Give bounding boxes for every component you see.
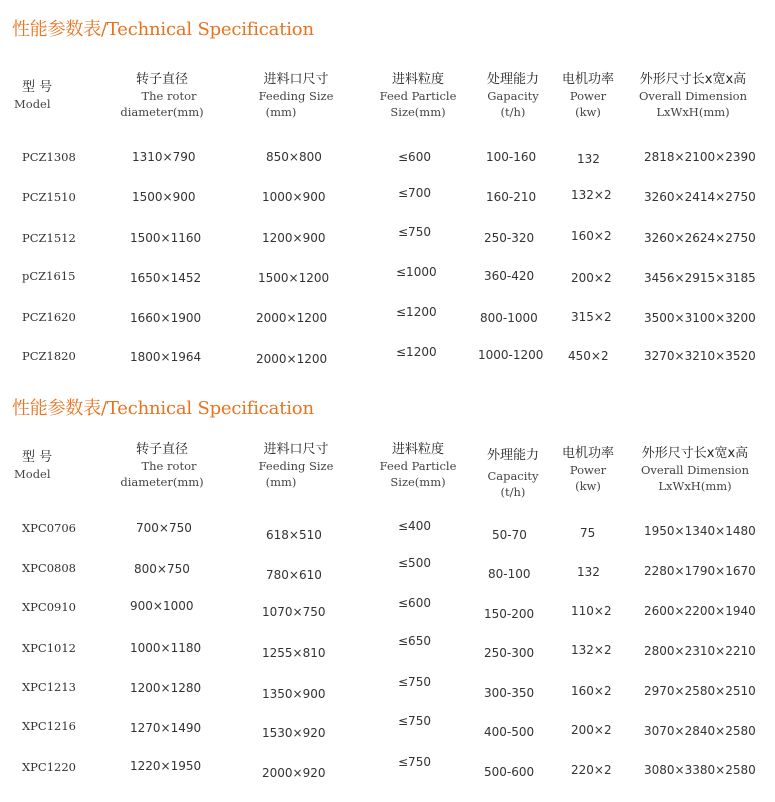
dimension-cell: 1950×1340×1480 bbox=[644, 524, 756, 538]
dimension-cell: 3270×3210×3520 bbox=[644, 349, 756, 363]
capacity-cell: 160-210 bbox=[486, 190, 537, 204]
header-particle: 进料粒度 Feed Particle Size(mm) bbox=[379, 72, 457, 119]
capacity-cell: 400-500 bbox=[484, 725, 535, 739]
capacity-cell: 250-300 bbox=[484, 646, 535, 660]
feeding-cell: 2000×920 bbox=[262, 766, 326, 780]
model-cell: XPC1216 bbox=[22, 719, 76, 733]
feeding-cell: 850×800 bbox=[266, 150, 322, 164]
feeding-cell: 1000×900 bbox=[262, 190, 326, 204]
capacity-cell: 800-1000 bbox=[480, 311, 538, 325]
feeding-cell: 780×610 bbox=[266, 568, 322, 582]
dimension-cell: 2600×2200×1940 bbox=[644, 604, 756, 618]
header-capacity: 外理能力 Capacity (t/h) bbox=[486, 448, 539, 499]
capacity-cell: 360-420 bbox=[484, 269, 535, 283]
particle-cell: ≤700 bbox=[398, 186, 431, 200]
rotor-cell: 800×750 bbox=[134, 562, 190, 576]
header-rotor: 转子直径 The rotor diameter(mm) bbox=[120, 442, 204, 489]
rotor-cell: 1200×1280 bbox=[130, 681, 202, 695]
capacity-cell: 250-320 bbox=[484, 231, 535, 245]
header-power: 电机功率 Power (kw) bbox=[561, 72, 614, 119]
rotor-cell: 1660×1900 bbox=[130, 311, 202, 325]
model-cell: PCZ1820 bbox=[22, 349, 76, 363]
power-cell: 160×2 bbox=[571, 229, 612, 243]
rotor-cell: 1650×1452 bbox=[130, 271, 202, 285]
header-power: 电机功率 Power (kw) bbox=[561, 446, 614, 493]
particle-cell: ≤1200 bbox=[396, 305, 437, 319]
power-cell: 220×2 bbox=[571, 763, 612, 777]
dimension-cell: 3456×2915×3185 bbox=[644, 271, 756, 285]
particle-cell: ≤750 bbox=[398, 675, 431, 689]
header-particle: 进料粒度 Feed Particle Size(mm) bbox=[379, 442, 457, 489]
header-capacity: 处理能力 Gapacity (t/h) bbox=[486, 72, 539, 119]
model-cell: XPC0808 bbox=[22, 561, 76, 575]
particle-cell: ≤400 bbox=[398, 519, 431, 533]
dimension-cell: 3260×2414×2750 bbox=[644, 190, 756, 204]
dimension-cell: 2970×2580×2510 bbox=[644, 684, 756, 698]
table-title: 性能参数表/Technical Specification bbox=[12, 19, 314, 40]
rotor-cell: 1800×1964 bbox=[130, 350, 202, 364]
capacity-cell: 100-160 bbox=[486, 150, 537, 164]
capacity-cell: 150-200 bbox=[484, 607, 535, 621]
feeding-cell: 1200×900 bbox=[262, 231, 326, 245]
rotor-cell: 1500×900 bbox=[132, 190, 196, 204]
capacity-cell: 300-350 bbox=[484, 686, 535, 700]
header-feeding: 进料口尺寸 Feeding Size (mm) bbox=[258, 72, 334, 119]
feeding-cell: 1070×750 bbox=[262, 605, 326, 619]
model-cell: XPC1220 bbox=[22, 760, 76, 774]
capacity-cell: 500-600 bbox=[484, 765, 535, 779]
particle-cell: ≤1200 bbox=[396, 345, 437, 359]
header-model: 型 号 Model bbox=[14, 80, 53, 111]
model-cell: PCZ1620 bbox=[22, 310, 76, 324]
power-cell: 160×2 bbox=[571, 684, 612, 698]
power-cell: 200×2 bbox=[571, 271, 612, 285]
feeding-cell: 2000×1200 bbox=[256, 311, 328, 325]
capacity-cell: 80-100 bbox=[488, 567, 531, 581]
feeding-cell: 1500×1200 bbox=[258, 271, 330, 285]
table-title: 性能参数表/Technical Specification bbox=[12, 398, 314, 419]
capacity-cell: 1000-1200 bbox=[478, 348, 544, 362]
particle-cell: ≤750 bbox=[398, 714, 431, 728]
rotor-cell: 1310×790 bbox=[132, 150, 196, 164]
power-cell: 132×2 bbox=[571, 188, 612, 202]
model-cell: XPC1213 bbox=[22, 680, 76, 694]
particle-cell: ≤600 bbox=[398, 596, 431, 610]
model-cell: pCZ1615 bbox=[22, 269, 76, 283]
rotor-cell: 900×1000 bbox=[130, 599, 194, 613]
feeding-cell: 1530×920 bbox=[262, 726, 326, 740]
feeding-cell: 1350×900 bbox=[262, 687, 326, 701]
header-feeding: 进料口尺寸 Feeding Size (mm) bbox=[258, 442, 334, 489]
model-cell: PCZ1308 bbox=[22, 150, 76, 164]
rotor-cell: 1500×1160 bbox=[130, 231, 202, 245]
particle-cell: ≤1000 bbox=[396, 265, 437, 279]
model-cell: XPC1012 bbox=[22, 641, 76, 655]
dimension-cell: 2280×1790×1670 bbox=[644, 564, 756, 578]
model-cell: XPC0706 bbox=[22, 521, 76, 535]
power-cell: 110×2 bbox=[571, 604, 612, 618]
particle-cell: ≤500 bbox=[398, 556, 431, 570]
dimension-cell: 2800×2310×2210 bbox=[644, 644, 756, 658]
dimension-cell: 3070×2840×2580 bbox=[644, 724, 756, 738]
dimension-cell: 3080×3380×2580 bbox=[644, 763, 756, 777]
power-cell: 132 bbox=[577, 152, 600, 166]
power-cell: 132 bbox=[577, 565, 600, 579]
model-cell: PCZ1510 bbox=[22, 190, 76, 204]
header-dimension: 外形尺寸长x宽x高 Overall Dimension LxWxH(mm) bbox=[638, 72, 748, 119]
feeding-cell: 2000×1200 bbox=[256, 352, 328, 366]
particle-cell: ≤650 bbox=[398, 634, 431, 648]
rotor-cell: 1270×1490 bbox=[130, 721, 202, 735]
particle-cell: ≤600 bbox=[398, 150, 431, 164]
model-cell: XPC0910 bbox=[22, 600, 76, 614]
dimension-cell: 3260×2624×2750 bbox=[644, 231, 756, 245]
power-cell: 315×2 bbox=[571, 310, 612, 324]
rotor-cell: 1000×1180 bbox=[130, 641, 202, 655]
header-rotor: 转子直径 The rotor diameter(mm) bbox=[120, 72, 204, 119]
power-cell: 75 bbox=[580, 526, 596, 540]
power-cell: 200×2 bbox=[571, 723, 612, 737]
feeding-cell: 618×510 bbox=[266, 528, 322, 542]
feeding-cell: 1255×810 bbox=[262, 646, 326, 660]
dimension-cell: 2818×2100×2390 bbox=[644, 150, 756, 164]
header-dimension: 外形尺寸长x宽x高 Overall Dimension LxWxH(mm) bbox=[640, 446, 750, 493]
particle-cell: ≤750 bbox=[398, 755, 431, 769]
power-cell: 450×2 bbox=[568, 349, 609, 363]
rotor-cell: 1220×1950 bbox=[130, 759, 202, 773]
model-cell: PCZ1512 bbox=[22, 231, 76, 245]
capacity-cell: 50-70 bbox=[492, 528, 527, 542]
particle-cell: ≤750 bbox=[398, 225, 431, 239]
rotor-cell: 700×750 bbox=[136, 521, 192, 535]
dimension-cell: 3500×3100×3200 bbox=[644, 311, 756, 325]
power-cell: 132×2 bbox=[571, 643, 612, 657]
header-model: 型 号 Model bbox=[14, 450, 53, 481]
